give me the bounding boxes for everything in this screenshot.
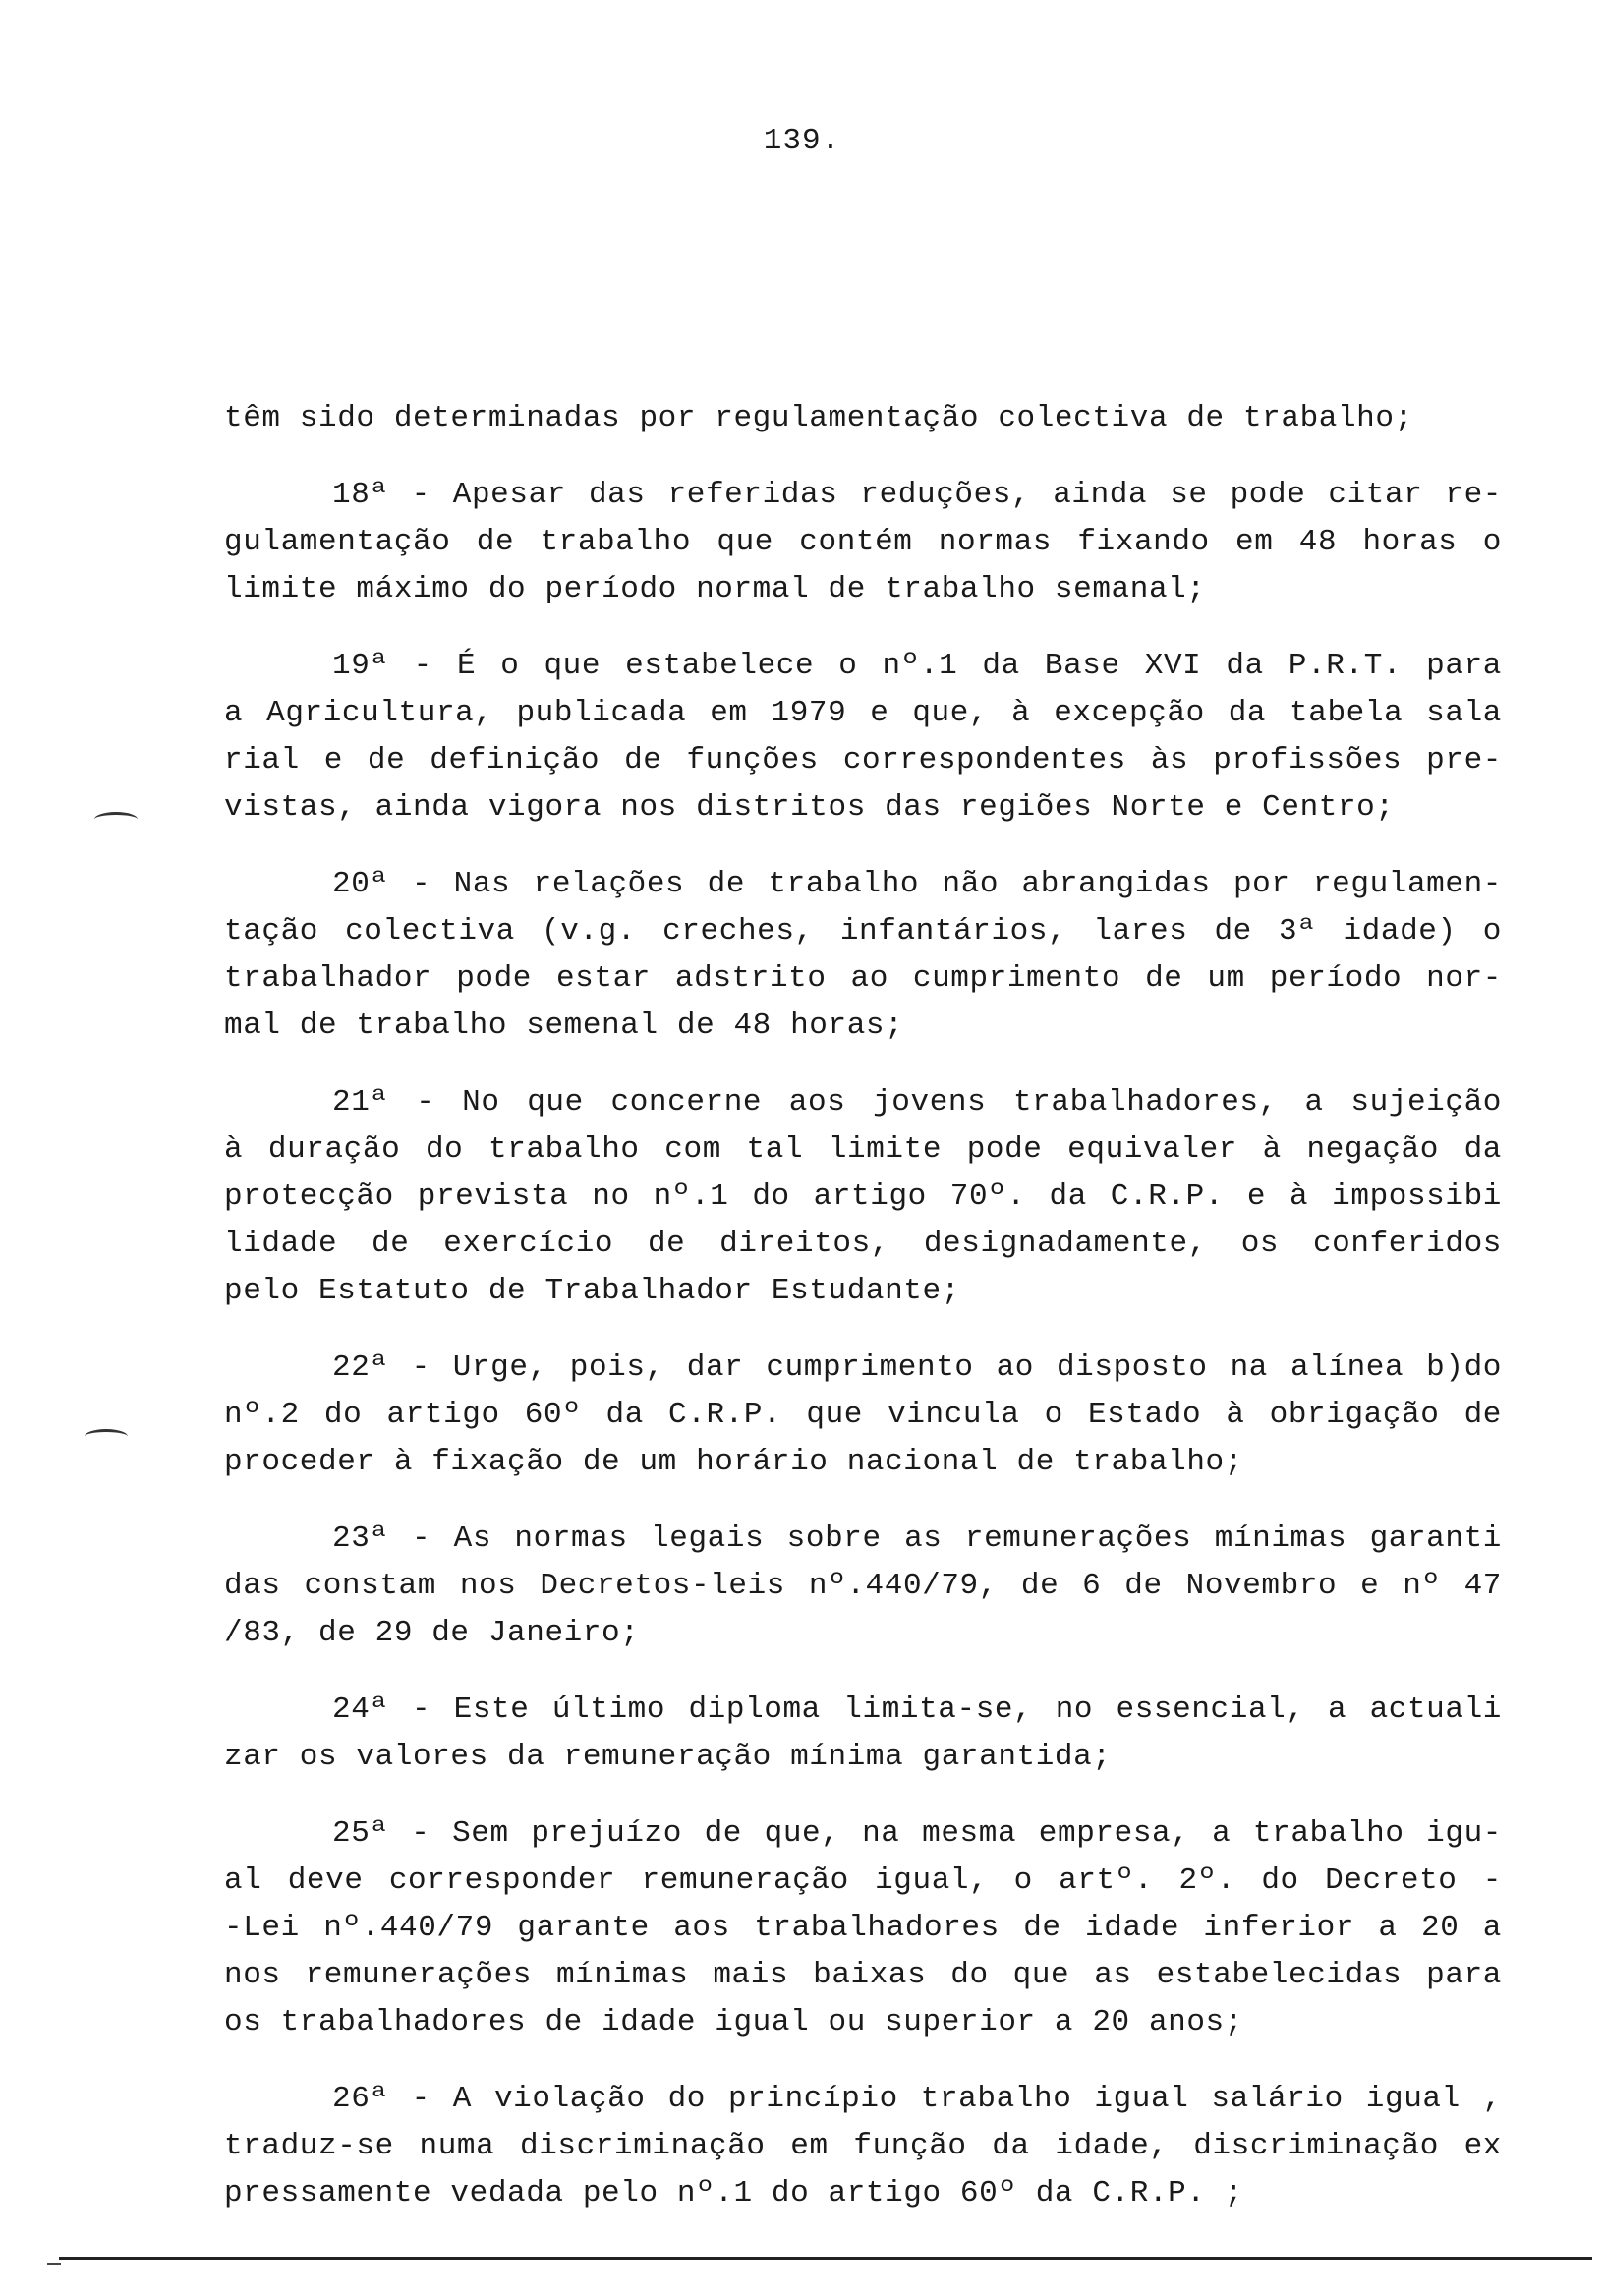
numbered-paragraph — [224, 472, 1502, 613]
text-line: zar os valores da remuneração mínima garantida; — [224, 1740, 1112, 1774]
text-line: al deve corresponder remuneração igual, o artº. 2º. do Decreto - — [224, 1864, 1502, 1898]
paragraph-gap — [224, 1050, 1502, 1079]
text-line: os trabalhadores de idade igual ou superior a 20 anos; — [224, 2005, 1243, 2039]
document-body — [224, 395, 1502, 2217]
text-line: nos remunerações mínimas mais baixas do que as estabelecidas para — [224, 1958, 1502, 1992]
text-line: gulamentação de trabalho que contém normas fixando em 48 horas o — [224, 525, 1502, 559]
text-line: limite máximo do período normal de trabalho semanal; — [224, 572, 1206, 606]
text-line: 26ª - A violação do princípio trabalho igual salário igual , — [332, 2082, 1502, 2116]
text-line: 20ª - Nas relações de trabalho não abrangidas por regulamen- — [332, 867, 1502, 901]
paragraph-gap — [224, 442, 1502, 472]
text-line: 24ª - Este último diploma limita-se, no essencial, a actuali — [332, 1693, 1502, 1727]
numbered-paragraph — [224, 1516, 1502, 1657]
text-line: -Lei nº.440/79 garante aos trabalhadores de idade inferior a 20 a — [224, 1911, 1502, 1945]
text-line: mal de trabalho semenal de 48 horas; — [224, 1008, 904, 1043]
paragraph-gap — [224, 1781, 1502, 1810]
numbered-paragraph — [224, 643, 1502, 832]
text-line: têm sido determinadas por regulamentação colectiva de trabalho; — [224, 401, 1413, 435]
text-line: nº.2 do artigo 60º da C.R.P. que vincula o Estado à obrigação de — [224, 1398, 1502, 1432]
text-line: 21ª - No que concerne aos jovens trabalhadores, a sujeição — [332, 1085, 1502, 1119]
numbered-paragraph — [224, 1345, 1502, 1486]
text-line: 22ª - Urge, pois, dar cumprimento ao disposto na alínea b)do — [332, 1350, 1502, 1385]
page-number: 139. — [763, 124, 841, 158]
bottom-rule — [59, 2257, 1592, 2260]
text-line: 25ª - Sem prejuízo de que, na mesma empresa, a trabalho igu- — [332, 1816, 1502, 1851]
text-line: 19ª - É o que estabelece o nº.1 da Base XVI da P.R.T. para — [332, 649, 1502, 683]
paragraph-gap — [224, 613, 1502, 643]
text-line: vistas, ainda vigora nos distritos das regiões Norte e Centro; — [224, 790, 1395, 825]
text-line: trabalhador pode estar adstrito ao cumprimento de um período nor- — [224, 961, 1502, 996]
paragraph-gap — [224, 1486, 1502, 1516]
paragraph-gap — [224, 832, 1502, 861]
text-line: proceder à fixação de um horário nacional de trabalho; — [224, 1445, 1243, 1479]
text-line: a Agricultura, publicada em 1979 e que, à excepção da tabela sala — [224, 696, 1502, 730]
text-line: tação colectiva (v.g. creches, infantários, lares de 3ª idade) o — [224, 914, 1502, 948]
margin-mark — [94, 812, 138, 827]
paragraph-gap — [224, 2046, 1502, 2076]
margin-mark — [85, 1429, 128, 1444]
text-line: das constam nos Decretos-leis nº.440/79, de 6 de Novembro e nº 47 — [224, 1569, 1502, 1603]
numbered-paragraph — [224, 2076, 1502, 2217]
text-line: 23ª - As normas legais sobre as remunerações mínimas garanti — [332, 1521, 1502, 1556]
numbered-paragraph — [224, 1079, 1502, 1315]
paragraph-gap — [224, 1315, 1502, 1345]
text-line: lidade de exercício de direitos, designadamente, os conferidos — [224, 1227, 1502, 1261]
numbered-paragraph — [224, 1810, 1502, 2046]
text-line: protecção prevista no nº.1 do artigo 70º. da C.R.P. e à impossibi — [224, 1179, 1502, 1214]
continued-paragraph — [224, 395, 1502, 442]
text-line: 18ª - Apesar das referidas reduções, ainda se pode citar re- — [332, 478, 1502, 512]
numbered-paragraph — [224, 861, 1502, 1050]
text-line: pelo Estatuto de Trabalhador Estudante; — [224, 1274, 960, 1308]
text-line: /83, de 29 de Janeiro; — [224, 1616, 640, 1650]
paragraph-gap — [224, 1657, 1502, 1687]
text-line: rial e de definição de funções correspondentes às profissões pre- — [224, 743, 1502, 777]
numbered-paragraph — [224, 1687, 1502, 1781]
text-line: à duração do trabalho com tal limite pode equivaler à negação da — [224, 1132, 1502, 1167]
text-line: traduz-se numa discriminação em função da idade, discriminação ex — [224, 2129, 1502, 2163]
text-line: pressamente vedada pelo nº.1 do artigo 60º da C.R.P. ; — [224, 2176, 1243, 2210]
page-edge-mark — [47, 2263, 61, 2265]
